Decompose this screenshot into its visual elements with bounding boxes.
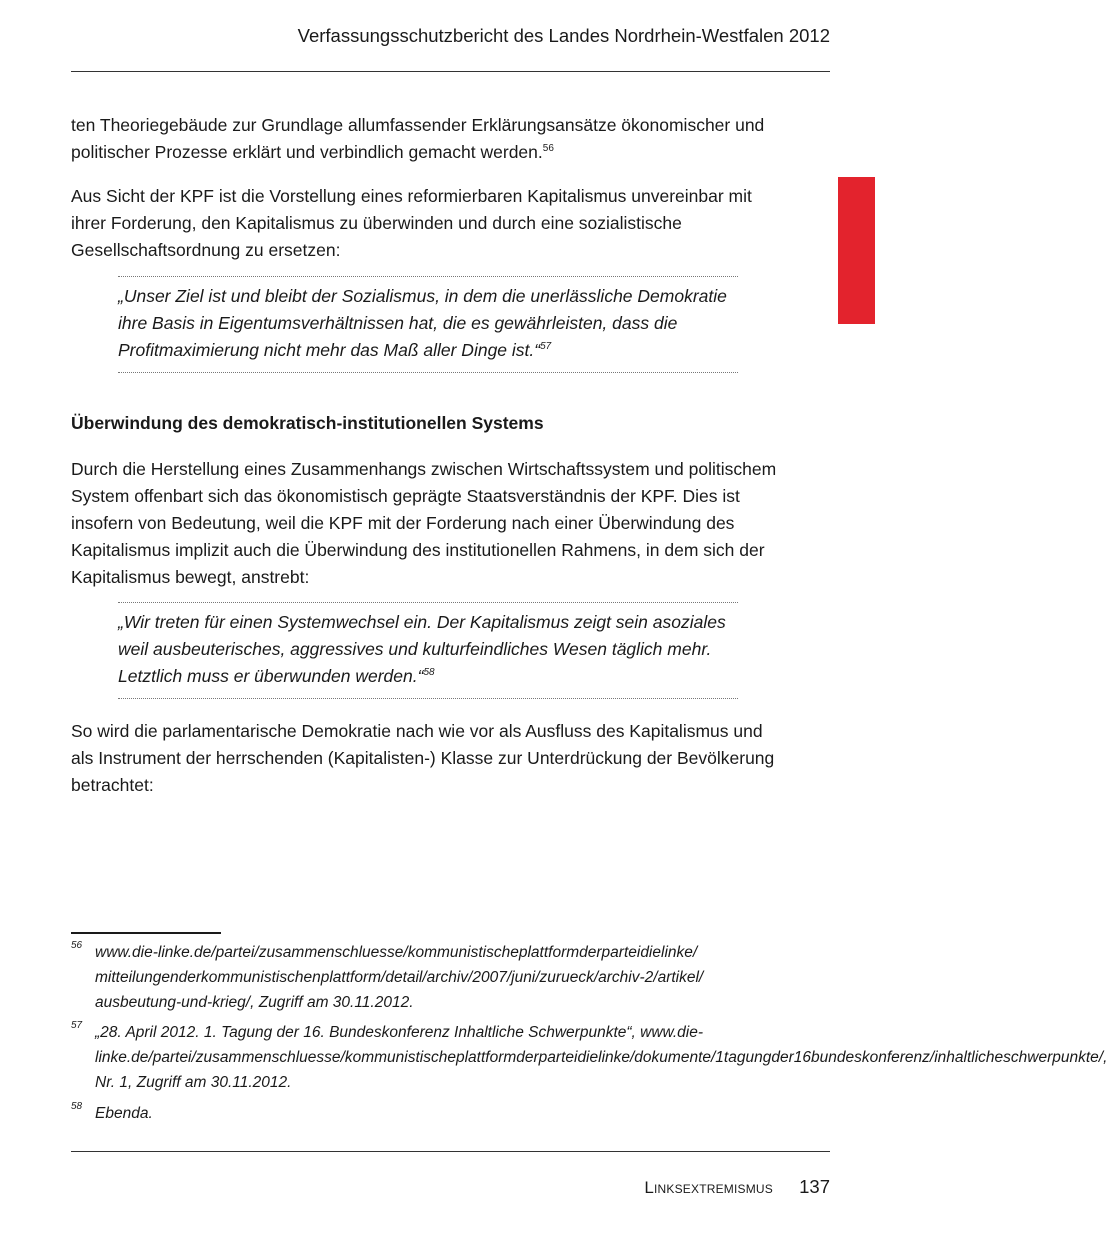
footnote-57: [71, 1020, 1107, 1095]
footer-rule: [71, 1151, 830, 1152]
footnote-text: Ebenda.: [95, 1105, 153, 1122]
paragraph-2-text: Aus Sicht der KPF ist die Vorstellung eines reformierbaren Kapitalismus unvereinbar mit ihrer Forderung, den Kapitalismus zu überwinden und durch eine sozialistische Gesellschaftsordnung zu ersetzen:: [71, 186, 752, 260]
footnote-56: [71, 940, 791, 1015]
blockquote-2-text: „Wir treten für einen Systemwechsel ein. Der Kapitalismus zeigt sein asoziales weil ausbeuterisches, aggressives und kulturfeindliches Wesen täglich mehr. Letztlich muss er überwunden werden.“: [118, 612, 726, 686]
paragraph-2: [71, 183, 789, 264]
footnote-text: „28. April 2012. 1. Tagung der 16. Bundeskonferenz Inhaltliche Schwerpunkte“, www.die-linke.de/partei/zusammenschluesse/kommunistischeplattformderparteidielinke/dokumente/1tagungder16bundeskonferenz/inhaltlicheschwerpunkte/, Nr. 1, Zugriff am 30.11.2012.: [95, 1024, 1107, 1091]
footnote-separator: [71, 932, 221, 934]
paragraph-4: [71, 718, 789, 799]
blockquote-1-text: „Unser Ziel ist und bleibt der Sozialismus, in dem die unerlässliche Demokratie ihre Basis in Eigentumsverhältnissen hat, die es gewährleisten, dass die Profitmaximierung nicht mehr das Maß aller Dinge ist.“: [118, 286, 727, 360]
page-number: 137: [799, 1176, 830, 1197]
footnote-ref-58[interactable]: 58: [423, 667, 435, 678]
footnote-ref-56[interactable]: 56: [542, 143, 554, 154]
footer-section-name: Linksextremismus: [644, 1178, 773, 1197]
footnote-number: 56: [71, 940, 83, 951]
section-heading: Überwindung des demokratisch-institutionellen Systems: [71, 413, 544, 433]
running-header-title: Verfassungsschutzbericht des Landes Nordrhein-Westfalen 2012: [297, 25, 830, 46]
footnote-58: [71, 1101, 791, 1126]
blockquote-1: [118, 276, 738, 373]
paragraph-4-text: So wird die parlamentarische Demokratie nach wie vor als Ausfluss des Kapitalismus und als Instrument der herrschenden (Kapitalisten-) Klasse zur Unterdrückung der Bevölkerung betrachtet:: [71, 721, 775, 795]
paragraph-1: [71, 112, 789, 166]
footnote-text: www.die-linke.de/partei/zusammenschluesse/kommunistischeplattformderparteidielinke/ mitteilungenderkommunistischenplattform/detail/archiv/2007/juni/zurueck/archiv-2/artikel/ ausbeutung-und-krieg/, Zugriff am 30.11.2012.: [95, 944, 704, 1011]
footnote-number: 58: [71, 1101, 83, 1112]
paragraph-3-text: Durch die Herstellung eines Zusammenhangs zwischen Wirtschaftssystem und politischem System offenbart sich das ökonomistisch geprägte Staatsverständnis der KPF. Dies ist insofern von Bedeutung, weil die KPF mit der Forderung nach einer Überwindung des Kapitalismus implizit auch die Überwindung des institutionellen Rahmens, in dem sich der Kapitalismus bewegt, anstrebt:: [71, 459, 777, 587]
paragraph-3: [71, 456, 789, 591]
chapter-marker-tab: [838, 177, 875, 324]
footnote-number: 57: [71, 1020, 83, 1031]
paragraph-1-text: ten Theoriegebäude zur Grundlage allumfassender Erklärungsansätze ökonomischer und politischer Prozesse erklärt und verbindlich gemacht werden.: [71, 115, 765, 162]
header-rule: [71, 71, 830, 72]
footnote-ref-57[interactable]: 57: [540, 341, 552, 352]
blockquote-2: [118, 602, 738, 699]
